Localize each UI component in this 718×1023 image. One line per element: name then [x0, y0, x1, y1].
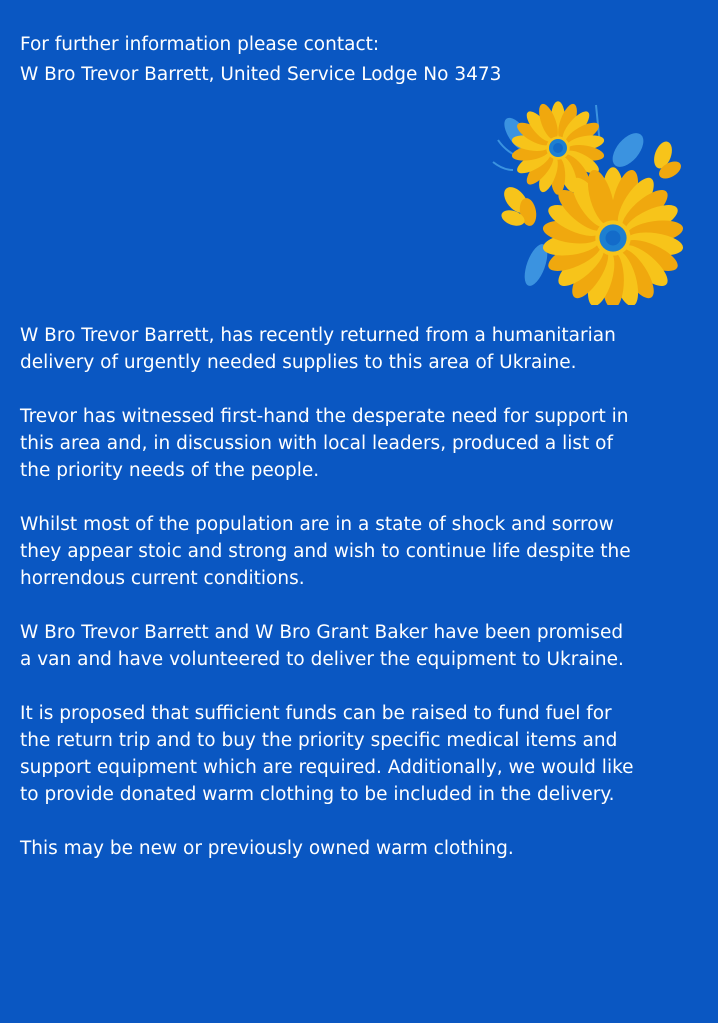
paragraph-1: W Bro Trevor Barrett, has recently returned from a humanitarian delivery of urgently needed supplies to this area of Ukraine. [20, 325, 616, 373]
sunflower-bouquet-icon [478, 100, 688, 305]
paragraph-4: W Bro Trevor Barrett and W Bro Grant Baker have been promised a van and have volunteered to deliver the equipment to Ukraine. [20, 622, 624, 670]
contact-block [20, 30, 680, 90]
paragraph-5: It is proposed that sufficient funds can be raised to fund fuel for the return trip and to buy the priority specific medical items and support equipment which are required. Additionally, we would like to provide donated warm clothing to be included in the delivery. [20, 703, 634, 805]
paragraph-2: Trevor has witnessed first-hand the desperate need for support in this area and, in discussion with local leaders, produced a list of the priority needs of the people. [20, 406, 629, 481]
body-text [20, 322, 700, 889]
paragraph-3: Whilst most of the population are in a state of shock and sorrow they appear stoic and strong and wish to continue life despite the horrendous current conditions. [20, 514, 631, 589]
paragraph-6: This may be new or previously owned warm clothing. [20, 838, 514, 859]
contact-person: W Bro Trevor Barrett, United Service Lodge No 3473 [20, 64, 502, 85]
contact-heading: For further information please contact: [20, 34, 380, 55]
